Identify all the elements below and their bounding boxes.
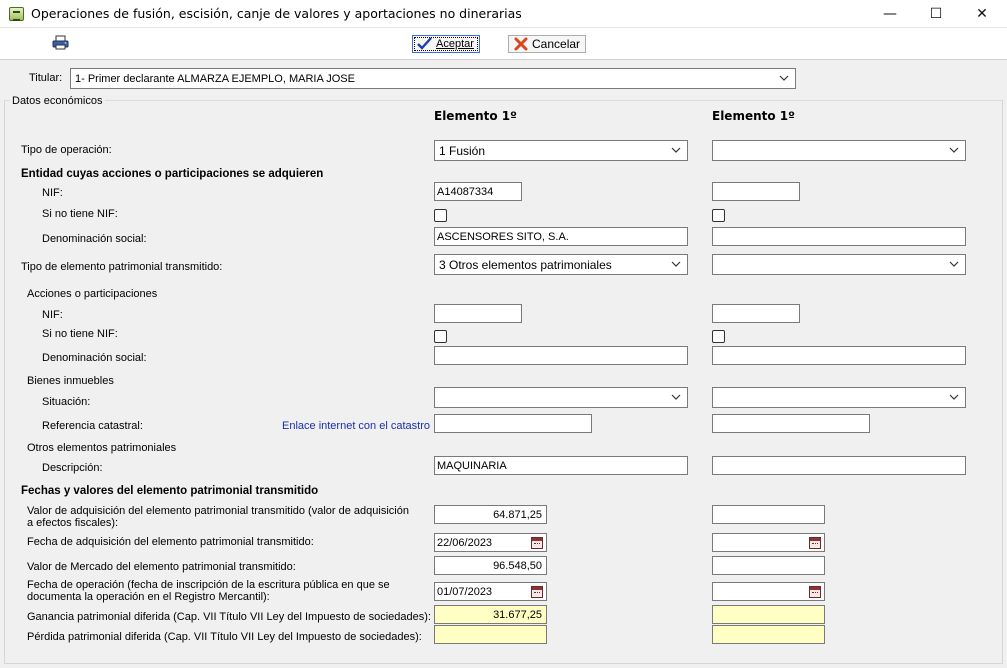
perdida-label: Pérdida patrimonial diferida (Cap. VII Título VII Ley del Impuesto de sociedades):	[27, 631, 422, 643]
descripcion-input-1[interactable]: MAQUINARIA	[434, 456, 688, 475]
ganancia-label: Ganancia patrimonial diferida (Cap. VII Título VII Ley del Impuesto de sociedades):	[27, 611, 431, 623]
situacion-label: Situación:	[42, 396, 91, 408]
column-header-1: Elemento 1º	[434, 109, 517, 123]
otros-subsection: Otros elementos patrimoniales	[27, 442, 177, 454]
checkmark-icon	[417, 37, 432, 51]
tipo-operacion-label: Tipo de operación:	[21, 144, 112, 156]
sin-nif2-checkbox-2[interactable]	[712, 330, 725, 343]
referencia-input-2[interactable]	[712, 414, 870, 433]
window-title: Operaciones de fusión, escisión, canje de valores y aportaciones no dinerarias	[31, 6, 522, 21]
tipo-elemento-value-1: 3 Otros elementos patrimoniales	[439, 257, 612, 272]
descripcion-label: Descripción:	[42, 462, 103, 474]
chevron-down-icon	[779, 73, 789, 83]
fecha-adquisicion-input-2[interactable]	[712, 533, 825, 552]
denominacion2-input-2[interactable]	[712, 346, 966, 365]
fecha-operacion-label-line1: Fecha de operación (fecha de inscripción de la escritura pública en que se	[27, 579, 390, 591]
cancel-x-icon	[513, 37, 528, 51]
ganancia-input-1[interactable]: 31.677,25	[434, 605, 547, 624]
denominacion-input-2[interactable]	[712, 227, 966, 246]
nif2-input-1[interactable]	[434, 304, 522, 323]
catastro-link[interactable]: Enlace internet con el catastro	[282, 420, 430, 432]
sin-nif-checkbox-2[interactable]	[712, 209, 725, 222]
tipo-operacion-select-2[interactable]	[712, 140, 966, 161]
situacion-select-2[interactable]	[712, 387, 966, 408]
nif2-label: NIF:	[42, 309, 63, 321]
referencia-label: Referencia catastral:	[42, 420, 143, 432]
accept-button[interactable]	[412, 35, 480, 53]
minimize-button[interactable]	[867, 0, 913, 28]
sin-nif2-checkbox-1[interactable]	[434, 330, 447, 343]
tipo-operacion-value-1: 1 Fusión	[439, 143, 486, 158]
sin-nif2-label: Si no tiene NIF:	[42, 328, 118, 340]
calendar-icon[interactable]	[809, 586, 821, 598]
valor-adquisicion-input-2[interactable]	[712, 505, 825, 524]
printer-icon[interactable]	[52, 35, 69, 50]
app-icon	[9, 7, 24, 21]
denominacion-input-1[interactable]: ASCENSORES SITO, S.A.	[434, 227, 688, 246]
descripcion-input-2[interactable]	[712, 456, 966, 475]
chevron-down-icon	[949, 145, 959, 155]
sin-nif-label: Si no tiene NIF:	[42, 208, 118, 220]
fechas-section-title: Fechas y valores del elemento patrimonial transmitido	[21, 485, 319, 497]
column-header-2: Elemento 1º	[712, 109, 795, 123]
calendar-icon[interactable]	[531, 586, 543, 598]
chevron-down-icon	[949, 392, 959, 402]
fecha-operacion-input-2[interactable]	[712, 582, 825, 601]
valor-mercado-label: Valor de Mercado del elemento patrimonial transmitido:	[27, 561, 296, 573]
chevron-down-icon	[671, 259, 681, 269]
fecha-operacion-input-1[interactable]	[434, 582, 547, 601]
chevron-down-icon	[671, 145, 681, 155]
acciones-subsection: Acciones o participaciones	[27, 288, 158, 300]
fecha-operacion-value-1: 01/07/2023	[437, 585, 493, 598]
accept-label: Aceptar	[436, 38, 474, 50]
minimize-icon: —	[883, 6, 897, 22]
calendar-icon[interactable]	[531, 537, 543, 549]
tipo-operacion-select-1[interactable]	[434, 140, 688, 161]
chevron-down-icon	[949, 259, 959, 269]
nif-input-2[interactable]	[712, 182, 800, 201]
fecha-operacion-label-line2: documenta la operación en el Registro Mercantil):	[27, 591, 270, 603]
denominacion2-input-1[interactable]	[434, 346, 688, 365]
toolbar	[0, 28, 1007, 60]
group-title: Datos económicos	[12, 95, 103, 107]
titular-select[interactable]	[70, 68, 796, 89]
titular-label: Titular:	[29, 72, 63, 84]
situacion-select-1[interactable]	[434, 387, 688, 408]
titular-value: 1- Primer declarante ALMARZA EJEMPLO, MARIA JOSE	[75, 72, 355, 85]
perdida-input-1[interactable]	[434, 625, 547, 644]
valor-mercado-input-2[interactable]	[712, 556, 825, 575]
valor-mercado-input-1[interactable]: 96.548,50	[434, 556, 547, 575]
valor-adquisicion-label-line2: a efectos fiscales):	[27, 517, 119, 529]
maximize-icon: ☐	[929, 6, 943, 22]
valor-adquisicion-input-1[interactable]: 64.871,25	[434, 505, 547, 524]
perdida-input-2[interactable]	[712, 625, 825, 644]
bienes-subsection: Bienes inmuebles	[27, 375, 114, 387]
nif-input-1[interactable]: A14087334	[434, 182, 522, 201]
close-icon: ✕	[976, 6, 988, 22]
tipo-elemento-label: Tipo de elemento patrimonial transmitido:	[21, 261, 223, 273]
valor-adquisicion-label-line1: Valor de adquisición del elemento patrimonial transmitido (valor de adquisición	[27, 505, 409, 517]
calendar-icon[interactable]	[809, 537, 821, 549]
cancel-button[interactable]	[508, 35, 586, 53]
fecha-adquisicion-input-1[interactable]	[434, 533, 547, 552]
referencia-input-1[interactable]	[434, 414, 592, 433]
fecha-adquisicion-value-1: 22/06/2023	[437, 536, 493, 549]
entidad-section-title: Entidad cuyas acciones o participaciones se adquieren	[21, 168, 324, 180]
fecha-adquisicion-label: Fecha de adquisición del elemento patrimonial transmitido:	[27, 536, 314, 548]
nif-label: NIF:	[42, 187, 63, 199]
sin-nif-checkbox-1[interactable]	[434, 209, 447, 222]
cancel-label: Cancelar	[532, 37, 581, 51]
close-window-button[interactable]	[959, 0, 1005, 28]
ganancia-input-2[interactable]	[712, 605, 825, 624]
nif2-input-2[interactable]	[712, 304, 800, 323]
chevron-down-icon	[671, 392, 681, 402]
denominacion2-label: Denominación social:	[42, 352, 147, 364]
denominacion-label: Denominación social:	[42, 233, 147, 245]
tipo-elemento-select-1[interactable]	[434, 254, 688, 275]
maximize-button[interactable]	[913, 0, 959, 28]
tipo-elemento-select-2[interactable]	[712, 254, 966, 275]
